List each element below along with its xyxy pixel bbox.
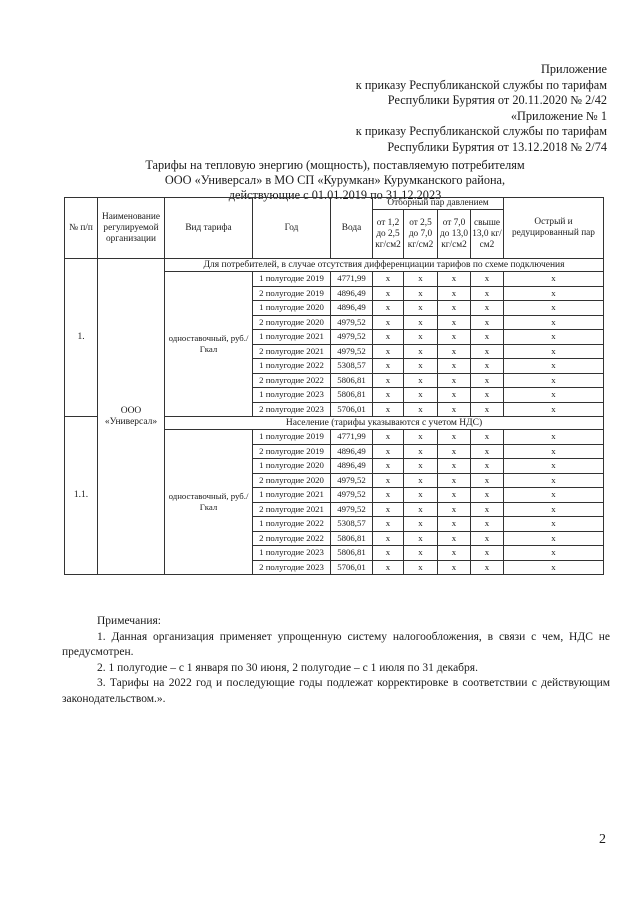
steam-tariff-cell: х (471, 388, 504, 403)
water-tariff-cell: 4896,49 (331, 444, 373, 459)
tariff-table (64, 197, 604, 575)
water-tariff-cell: 4896,49 (331, 459, 373, 474)
document-header (356, 62, 607, 156)
water-tariff-cell: 4979,52 (331, 473, 373, 488)
steam-tariff-cell: х (438, 546, 471, 561)
steam-tariff-cell: х (373, 560, 404, 575)
steam-tariff-cell: х (438, 473, 471, 488)
steam-tariff-cell: х (404, 517, 438, 532)
steam-tariff-cell: х (471, 315, 504, 330)
steam-tariff-cell: х (438, 502, 471, 517)
sharp-steam-tariff-cell: х (504, 344, 604, 359)
steam-tariff-cell: х (471, 488, 504, 503)
water-tariff-cell: 5806,81 (331, 531, 373, 546)
sharp-steam-tariff-cell: х (504, 402, 604, 417)
steam-tariff-cell: х (404, 459, 438, 474)
steam-tariff-cell: х (471, 444, 504, 459)
steam-tariff-cell: х (404, 315, 438, 330)
steam-tariff-cell: х (471, 473, 504, 488)
steam-tariff-cell: х (404, 402, 438, 417)
period-cell: 2 полугодие 2019 (253, 286, 331, 301)
sharp-steam-tariff-cell: х (504, 531, 604, 546)
steam-tariff-cell: х (438, 402, 471, 417)
steam-tariff-cell: х (404, 286, 438, 301)
steam-tariff-cell: х (404, 502, 438, 517)
steam-tariff-cell: х (404, 344, 438, 359)
tariff-type: одноставочный, руб./Гкал (165, 272, 253, 417)
water-tariff-cell: 5308,57 (331, 517, 373, 532)
sharp-steam-tariff-cell: х (504, 430, 604, 445)
steam-tariff-cell: х (471, 286, 504, 301)
steam-tariff-cell: х (471, 560, 504, 575)
note-item: 2. 1 полугодие – с 1 января по 30 июня, 2 полугодие – с 1 июля по 31 декабря. (97, 661, 478, 674)
organization-name: ООО «Универсал» (98, 259, 165, 575)
section-heading: Население (тарифы указываются с учетом НДС) (165, 417, 604, 430)
header-line: Республики Бурятия от 20.11.2020 № 2/42 (387, 93, 607, 108)
steam-tariff-cell: х (471, 344, 504, 359)
steam-tariff-cell: х (471, 502, 504, 517)
col-header-steam-2: от 2,5 до 7,0 кг/см2 (404, 210, 438, 259)
sharp-steam-tariff-cell: х (504, 272, 604, 287)
steam-tariff-cell: х (404, 272, 438, 287)
sharp-steam-tariff-cell: х (504, 502, 604, 517)
steam-tariff-cell: х (373, 473, 404, 488)
water-tariff-cell: 5308,57 (331, 359, 373, 374)
steam-tariff-cell: х (438, 373, 471, 388)
steam-tariff-cell: х (373, 531, 404, 546)
sharp-steam-tariff-cell: х (504, 560, 604, 575)
period-cell: 1 полугодие 2023 (253, 388, 331, 403)
steam-tariff-cell: х (373, 488, 404, 503)
col-header-steam-3: от 7,0 до 13,0 кг/см2 (438, 210, 471, 259)
sharp-steam-tariff-cell: х (504, 459, 604, 474)
steam-tariff-cell: х (438, 444, 471, 459)
water-tariff-cell: 4979,52 (331, 315, 373, 330)
col-header-sharp-steam: Острый и редуцированный пар (504, 198, 604, 259)
steam-tariff-cell: х (404, 373, 438, 388)
title-line: ООО «Универсал» в МО СП «Курумкан» Курумканского района, (164, 173, 506, 187)
water-tariff-cell: 5706,01 (331, 402, 373, 417)
col-header-type: Вид тарифа (165, 198, 253, 259)
water-tariff-cell: 4979,52 (331, 344, 373, 359)
water-tariff-cell: 4771,99 (331, 430, 373, 445)
period-cell: 2 полугодие 2019 (253, 444, 331, 459)
steam-tariff-cell: х (438, 488, 471, 503)
steam-tariff-cell: х (404, 330, 438, 345)
sharp-steam-tariff-cell: х (504, 301, 604, 316)
water-tariff-cell: 4979,52 (331, 330, 373, 345)
steam-tariff-cell: х (404, 359, 438, 374)
steam-tariff-cell: х (471, 546, 504, 561)
water-tariff-cell: 4896,49 (331, 301, 373, 316)
steam-tariff-cell: х (438, 517, 471, 532)
row-number: 1.1. (65, 417, 98, 575)
sharp-steam-tariff-cell: х (504, 315, 604, 330)
col-header-steam-1: от 1,2 до 2,5 кг/см2 (373, 210, 404, 259)
period-cell: 2 полугодие 2021 (253, 502, 331, 517)
steam-tariff-cell: х (373, 444, 404, 459)
sharp-steam-tariff-cell: х (504, 488, 604, 503)
steam-tariff-cell: х (373, 330, 404, 345)
steam-tariff-cell: х (438, 315, 471, 330)
period-cell: 1 полугодие 2022 (253, 517, 331, 532)
water-tariff-cell: 5806,81 (331, 546, 373, 561)
col-header-water: Вода (331, 198, 373, 259)
sharp-steam-tariff-cell: х (504, 546, 604, 561)
steam-tariff-cell: х (438, 301, 471, 316)
period-cell: 2 полугодие 2022 (253, 531, 331, 546)
steam-tariff-cell: х (373, 344, 404, 359)
sharp-steam-tariff-cell: х (504, 373, 604, 388)
col-header-steam-4: свыше 13,0 кг/см2 (471, 210, 504, 259)
water-tariff-cell: 5706,01 (331, 560, 373, 575)
header-line: Приложение (541, 62, 607, 76)
water-tariff-cell: 4979,52 (331, 488, 373, 503)
period-cell: 1 полугодие 2023 (253, 546, 331, 561)
steam-tariff-cell: х (438, 388, 471, 403)
steam-tariff-cell: х (438, 459, 471, 474)
steam-tariff-cell: х (471, 373, 504, 388)
tariff-type: одноставочный, руб./Гкал (165, 430, 253, 575)
col-header-steam-group: Отборный пар давлением (373, 198, 504, 210)
steam-tariff-cell: х (373, 373, 404, 388)
steam-tariff-cell: х (438, 286, 471, 301)
steam-tariff-cell: х (404, 388, 438, 403)
steam-tariff-cell: х (471, 359, 504, 374)
steam-tariff-cell: х (404, 560, 438, 575)
steam-tariff-cell: х (373, 402, 404, 417)
col-header-num: № п/п (65, 198, 98, 259)
period-cell: 1 полугодие 2021 (253, 488, 331, 503)
page-number: 2 (599, 832, 606, 847)
steam-tariff-cell: х (373, 546, 404, 561)
steam-tariff-cell: х (373, 272, 404, 287)
period-cell: 2 полугодие 2021 (253, 344, 331, 359)
sharp-steam-tariff-cell: х (504, 359, 604, 374)
water-tariff-cell: 4896,49 (331, 286, 373, 301)
steam-tariff-cell: х (404, 301, 438, 316)
period-cell: 2 полугодие 2023 (253, 560, 331, 575)
period-cell: 1 полугодие 2021 (253, 330, 331, 345)
steam-tariff-cell: х (438, 359, 471, 374)
steam-tariff-cell: х (373, 430, 404, 445)
steam-tariff-cell: х (404, 473, 438, 488)
steam-tariff-cell: х (438, 430, 471, 445)
row-number: 1. (65, 259, 98, 417)
title-line: действующие с 01.01.2019 по 31.12.2023 (228, 188, 442, 202)
section-heading: Для потребителей, в случае отсутствия дифференциации тарифов по схеме подключения (165, 259, 604, 272)
sharp-steam-tariff-cell: х (504, 286, 604, 301)
water-tariff-cell: 5806,81 (331, 373, 373, 388)
note-item: 3. Тарифы на 2022 год и последующие годы подлежат корректировке в соответствии с действующим законодательством.». (62, 677, 610, 705)
steam-tariff-cell: х (373, 502, 404, 517)
steam-tariff-cell: х (373, 359, 404, 374)
period-cell: 1 полугодие 2019 (253, 430, 331, 445)
steam-tariff-cell: х (438, 344, 471, 359)
period-cell: 1 полугодие 2022 (253, 359, 331, 374)
water-tariff-cell: 4771,99 (331, 272, 373, 287)
title-line: Тарифы на тепловую энергию (мощность), поставляемую потребителям (145, 158, 525, 172)
water-tariff-cell: 5806,81 (331, 388, 373, 403)
steam-tariff-cell: х (404, 430, 438, 445)
sharp-steam-tariff-cell: х (504, 444, 604, 459)
steam-tariff-cell: х (471, 459, 504, 474)
col-header-org: Наименование регулируемой организации (98, 198, 165, 259)
steam-tariff-cell: х (438, 272, 471, 287)
steam-tariff-cell: х (471, 330, 504, 345)
period-cell: 1 полугодие 2020 (253, 459, 331, 474)
col-header-year: Год (253, 198, 331, 259)
steam-tariff-cell: х (404, 531, 438, 546)
steam-tariff-cell: х (438, 531, 471, 546)
steam-tariff-cell: х (438, 330, 471, 345)
steam-tariff-cell: х (404, 488, 438, 503)
water-tariff-cell: 4979,52 (331, 502, 373, 517)
steam-tariff-cell: х (373, 517, 404, 532)
steam-tariff-cell: х (373, 301, 404, 316)
steam-tariff-cell: х (404, 546, 438, 561)
period-cell: 1 полугодие 2019 (253, 272, 331, 287)
steam-tariff-cell: х (471, 301, 504, 316)
period-cell: 1 полугодие 2020 (253, 301, 331, 316)
period-cell: 2 полугодие 2023 (253, 402, 331, 417)
steam-tariff-cell: х (471, 531, 504, 546)
period-cell: 2 полугодие 2020 (253, 473, 331, 488)
header-line: «Приложение № 1 (510, 108, 607, 123)
header-line: к приказу Республиканской службы по тарифам (355, 77, 607, 92)
steam-tariff-cell: х (438, 560, 471, 575)
sharp-steam-tariff-cell: х (504, 330, 604, 345)
steam-tariff-cell: х (471, 402, 504, 417)
steam-tariff-cell: х (373, 459, 404, 474)
steam-tariff-cell: х (471, 517, 504, 532)
notes-heading: Примечания: (97, 615, 161, 627)
steam-tariff-cell: х (471, 430, 504, 445)
sharp-steam-tariff-cell: х (504, 517, 604, 532)
section-heading-row (65, 259, 604, 272)
sharp-steam-tariff-cell: х (504, 473, 604, 488)
steam-tariff-cell: х (471, 272, 504, 287)
steam-tariff-cell: х (404, 444, 438, 459)
steam-tariff-cell: х (373, 286, 404, 301)
header-line: Республики Бурятия от 13.12.2018 № 2/74 (387, 139, 607, 154)
note-item: 1. Данная организация применяет упрощенную систему налогообложения, в связи с чем, НДС не предусмотрен. (62, 630, 610, 658)
period-cell: 2 полугодие 2022 (253, 373, 331, 388)
notes (62, 614, 610, 707)
header-line: к приказу Республиканской службы по тарифам (355, 124, 607, 139)
sharp-steam-tariff-cell: х (504, 388, 604, 403)
steam-tariff-cell: х (373, 315, 404, 330)
period-cell: 2 полугодие 2020 (253, 315, 331, 330)
steam-tariff-cell: х (373, 388, 404, 403)
